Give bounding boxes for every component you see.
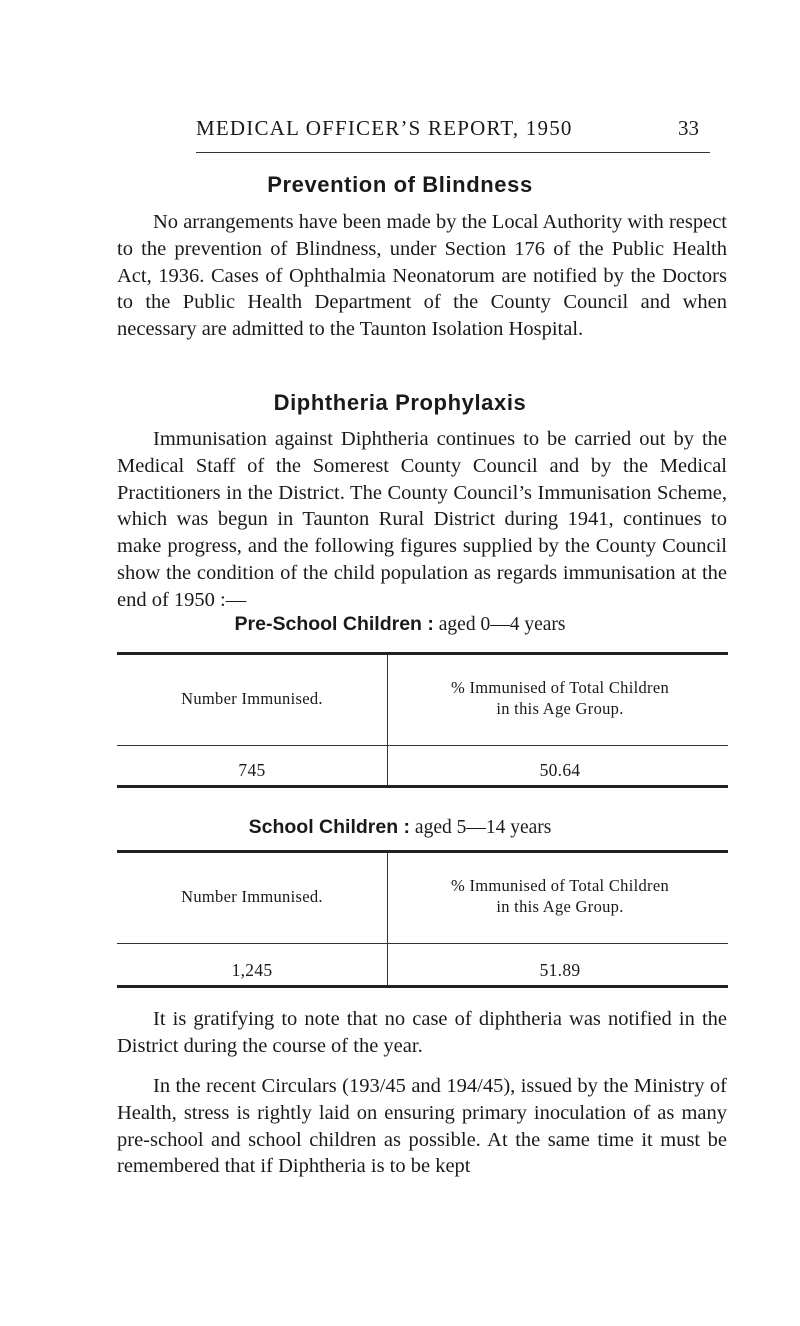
blindness-paragraph: No arrangements have been made by the Local Authority with respect to the prevention of Blindness, under Section 176 of the Public Health Act, 1936. Cases of Ophthalmia Neonatorum are notified by the Doctors to the Public Health Department of the County Council and when necessary are admitted to the Taunton Isolation Hospital. [117,211,727,341]
school-table-caption [0,816,800,839]
preschool-table [117,652,728,788]
running-head [0,116,800,146]
blindness-heading: Prevention of Blindness [267,172,533,197]
school-table [117,850,728,988]
preschool-header-number: Number Immunised. [181,689,323,708]
header-rule [196,152,710,153]
school-caption-label: School Children : [248,816,411,838]
page-number: 33 [678,116,699,140]
preschool-percent-immunised: 50.64 [539,760,581,780]
school-header-percent-line2: in this Age Group. [496,897,624,916]
closing-paragraph-1: It is gratifying to note that no case of diphtheria was notified in the District during the course of the year. [117,1008,727,1057]
preschool-caption-age: aged 0—4 years [438,614,566,635]
running-head-title: MEDICAL OFFICER’S REPORT, 1950 [196,116,573,140]
preschool-column-separator [387,655,388,785]
preschool-caption-label: Pre-School Children : [234,613,434,635]
preschool-header-percent-line1: % Immunised of Total Children [450,678,670,697]
school-header-percent [392,875,728,917]
school-percent-immunised: 51.89 [539,960,581,980]
school-header-number: Number Immunised. [181,887,323,906]
school-caption-age: aged 5—14 years [414,817,552,838]
diphtheria-paragraph: Immunisation against Diphtheria continues to be carried out by the Medical Staff of the Somerest County Council and by the Medical Practitioners in the District. The County Council’s Immunisation Scheme, which was begun in Taunton Rural District during 1941, continues to make progress, and the following figures supplied by the County Council show the condition of the child population as regards immunisation at the end of 1950 :— [117,428,727,611]
preschool-header-percent [392,677,728,719]
diphtheria-heading: Diphtheria Prophylaxis [273,390,527,415]
preschool-header-percent-line2: in this Age Group. [496,699,624,718]
school-header-percent-line1: % Immunised of Total Children [450,876,670,895]
school-number-immunised: 1,245 [231,960,273,980]
preschool-number-immunised: 745 [238,760,266,780]
preschool-table-caption [0,613,800,636]
closing-paragraph-2: In the recent Circulars (193/45 and 194/45), issued by the Ministry of Health, stress is rightly laid on ensuring primary inoculation of as many pre-school and school children as possible. At the same time it must be remembered that if Diphtheria is to be kept [117,1075,727,1178]
school-column-separator [387,853,388,985]
